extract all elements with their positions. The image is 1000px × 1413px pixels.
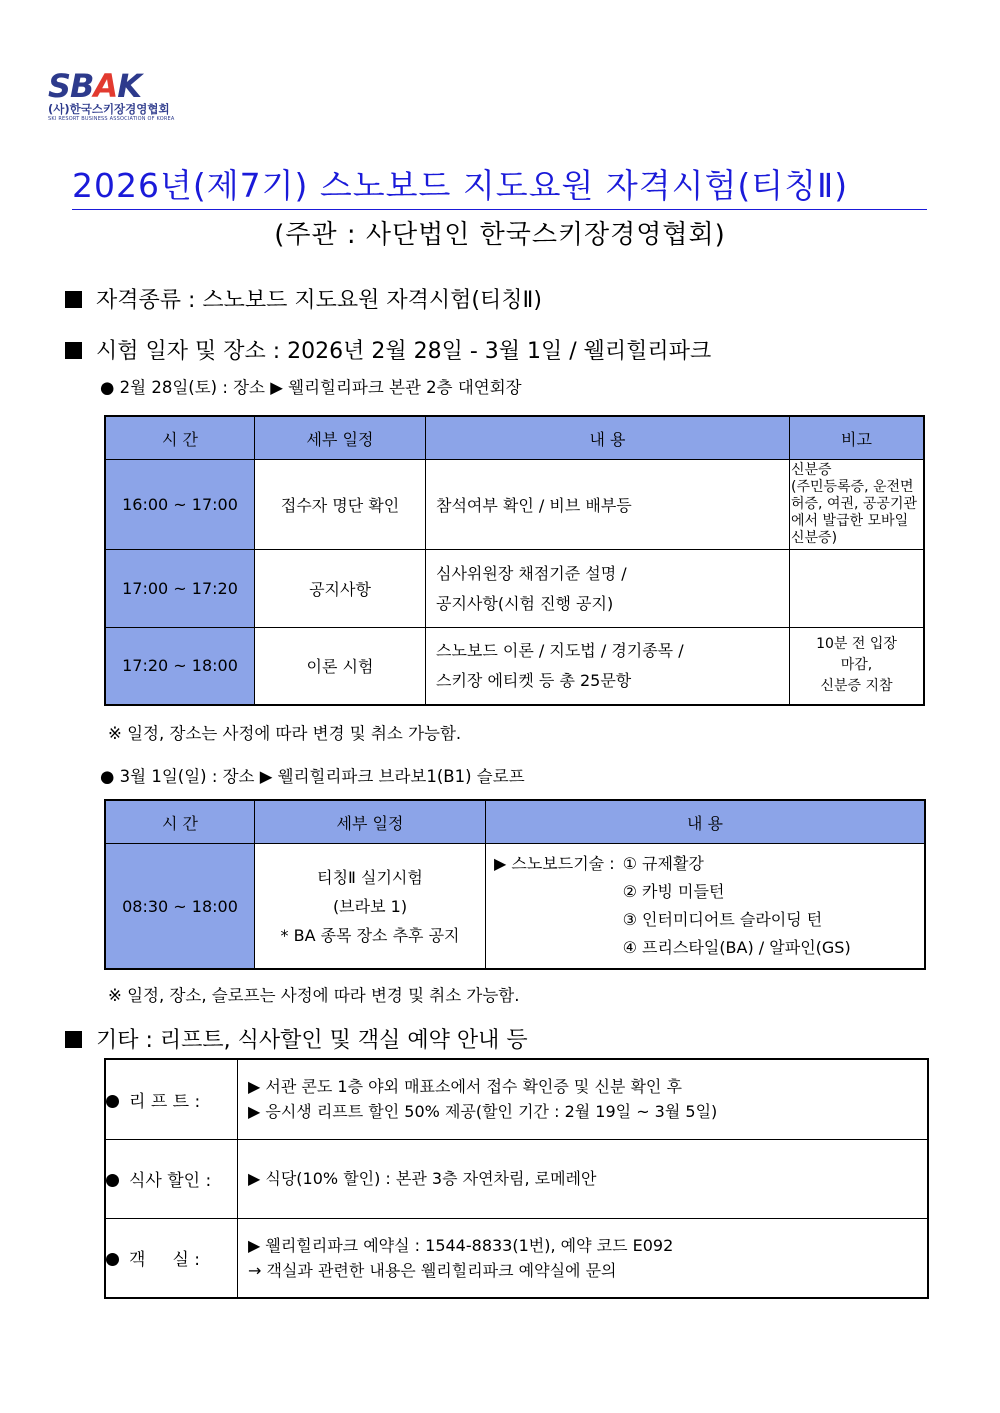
table-row: [105, 550, 924, 628]
section-date-place: 시험 일자 및 장소 : 2026년 2월 28일 - 3월 1일 / 웰리힐리파크: [65, 334, 711, 365]
etc-value: [238, 1139, 929, 1218]
table-row: [105, 844, 925, 970]
etc-line: ▶ 웰리힐리파크 예약실 : 1544-8833(1번), 예약 코드 E092: [248, 1235, 674, 1255]
day2-footnote: ※ 일정, 장소, 슬로프는 사정에 따라 변경 및 취소 가능함.: [108, 986, 520, 1005]
logo-korean-name: (사)한국스키장경영협회: [48, 102, 170, 116]
logo-english-name: SKI RESORT BUSINESS ASSOCIATION OF KOREA: [48, 116, 175, 122]
table-row: [105, 1059, 928, 1139]
detail-cell: 접수자 명단 확인: [255, 460, 426, 550]
square-bullet-icon: [65, 1031, 82, 1048]
table-row: [105, 460, 924, 550]
etc-key: 리 프 트 :: [105, 1059, 238, 1139]
time-cell: 17:20 ~ 18:00: [105, 628, 255, 705]
technique-item: ② 카빙 미들턴: [622, 882, 725, 901]
content-cell: 스노보드 이론 / 지도법 / 경기종목 / 스키장 에티켓 등 총 25문항: [426, 628, 790, 705]
time-cell: 17:00 ~ 17:20: [105, 550, 255, 628]
square-bullet-icon: [65, 342, 82, 359]
col-header-content: 내 용: [426, 416, 790, 460]
section-qualification: 자격종류 : 스노보드 지도요원 자격시험(티칭Ⅱ): [65, 283, 542, 314]
logo-mark: SBAK: [48, 67, 141, 105]
etc-line: ▶ 식당(10% 할인) : 본관 3층 자연차림, 로메레안: [248, 1169, 597, 1188]
section-etc: 기타 : 리프트, 식사할인 및 객실 예약 안내 등: [65, 1023, 528, 1054]
day2-schedule-table: [104, 799, 926, 970]
col-header-time: 시 간: [105, 800, 255, 844]
detail-cell: 티칭Ⅱ 실기시험 (브라보 1) * BA 종목 장소 추후 공지: [255, 844, 486, 970]
time-cell: 08:30 ~ 18:00: [105, 844, 255, 970]
technique-item: ④ 프리스타일(BA) / 알파인(GS): [622, 938, 851, 957]
time-cell: 16:00 ~ 17:00: [105, 460, 255, 550]
content-cell: 참석여부 확인 / 비브 배부등: [426, 460, 790, 550]
technique-item: ③ 인터미디어트 슬라이딩 턴: [622, 910, 823, 929]
etc-line: ▶ 응시생 리프트 할인 50% 제공(할인 기간 : 2월 19일 ~ 3월 5일): [248, 1102, 718, 1122]
page-title: 2026년(제7기) 스노보드 지도요원 자격시험(티칭Ⅱ): [72, 160, 927, 210]
note-cell: [790, 550, 925, 628]
page-subtitle: (주관 : 사단법인 한국스키장경영협회): [274, 220, 726, 250]
col-header-note: 비고: [790, 416, 925, 460]
association-logo: [48, 67, 188, 130]
square-bullet-icon: [65, 291, 82, 308]
etc-info-table: [104, 1058, 929, 1299]
etc-line: → 객실과 관련한 내용은 웰리힐리파크 예약실에 문의: [248, 1260, 617, 1280]
bullet-dot-icon: [106, 1095, 119, 1108]
day1-schedule-table: [104, 415, 925, 706]
technique-item: ① 규제활강: [622, 854, 704, 873]
col-header-time: 시 간: [105, 416, 255, 460]
bullet-dot-icon: [106, 1174, 119, 1187]
etc-key: 객 실 :: [105, 1218, 238, 1298]
table-row: [105, 1218, 928, 1298]
day1-heading: ● 2월 28일(토) : 장소 ▶ 웰리힐리파크 본관 2층 대연회장: [100, 378, 522, 397]
detail-cell: 공지사항: [255, 550, 426, 628]
day2-heading: ● 3월 1일(일) : 장소 ▶ 웰리힐리파크 브라보1(B1) 슬로프: [100, 767, 525, 786]
content-cell: [486, 844, 926, 970]
col-header-content: 내 용: [486, 800, 926, 844]
bullet-dot-icon: [106, 1253, 119, 1266]
table-row: [105, 628, 924, 705]
etc-value: [238, 1218, 929, 1298]
note-cell: 10분 전 입장 마감, 신분증 지참: [790, 628, 925, 705]
detail-cell: 이론 시험: [255, 628, 426, 705]
etc-line: ▶ 서관 콘도 1층 야외 매표소에서 접수 확인증 및 신분 확인 후: [248, 1077, 682, 1097]
content-cell: 심사위원장 채점기준 설명 / 공지사항(시험 진행 공지): [426, 550, 790, 628]
col-header-detail: 세부 일정: [255, 416, 426, 460]
technique-label: ▶ 스노보드기술 :: [494, 854, 615, 873]
day1-footnote: ※ 일정, 장소는 사정에 따라 변경 및 취소 가능함.: [108, 724, 462, 743]
col-header-detail: 세부 일정: [255, 800, 486, 844]
table-row: [105, 1139, 928, 1218]
etc-key: 식사 할인 :: [105, 1139, 238, 1218]
note-cell: 신분증 (주민등록증, 운전면허증, 여권, 공공기관에서 발급한 모바일 신분증): [790, 460, 925, 550]
etc-value: [238, 1059, 929, 1139]
